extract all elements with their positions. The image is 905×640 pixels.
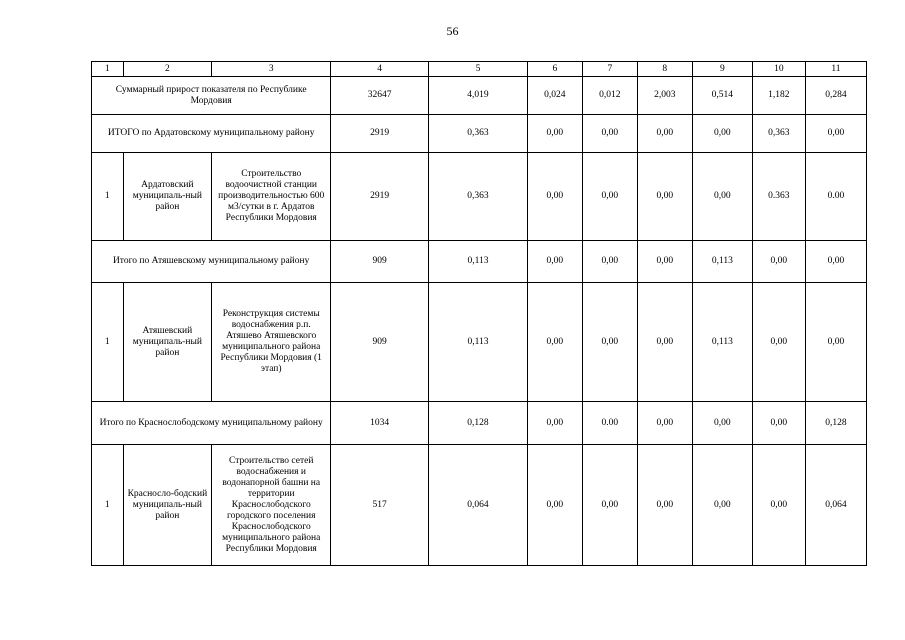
- value-cell: 0.00: [805, 153, 866, 241]
- value-cell: 0,00: [752, 283, 805, 402]
- value-cell: 0,00: [637, 241, 692, 283]
- value-cell: 2919: [331, 153, 429, 241]
- subtotal-label: ИТОГО по Ардатовскому муниципальному району: [92, 115, 331, 153]
- column-header: 3: [212, 62, 331, 77]
- district-name: Ардатовский муниципаль-ный район: [123, 153, 212, 241]
- value-cell: 0,00: [582, 241, 637, 283]
- value-cell: 0,00: [805, 241, 866, 283]
- value-cell: 0,128: [429, 402, 528, 445]
- project-description: Строительство сетей водоснабжения и водонапорной башни на территории Краснослободского городского поселения Краснослободского муниципального района Республики Мордовия: [212, 445, 331, 566]
- value-cell: 0,00: [527, 241, 582, 283]
- value-cell: 0,00: [582, 445, 637, 566]
- value-cell: 0,064: [429, 445, 528, 566]
- value-cell: 0,00: [805, 115, 866, 153]
- value-cell: 0,00: [692, 445, 752, 566]
- value-cell: 0,064: [805, 445, 866, 566]
- value-cell: 0,113: [692, 283, 752, 402]
- value-cell: 0,024: [527, 77, 582, 115]
- column-header: 8: [637, 62, 692, 77]
- value-cell: 0,012: [582, 77, 637, 115]
- project-description: Реконструкция системы водоснабжения р.п. Атяшево Атяшевского муниципального района Республики Мордовия (1 этап): [212, 283, 331, 402]
- column-header: 2: [123, 62, 212, 77]
- item-row: [92, 283, 867, 402]
- data-table: [91, 61, 867, 566]
- value-cell: 0,363: [429, 115, 528, 153]
- value-cell: 0,113: [429, 283, 528, 402]
- value-cell: 2919: [331, 115, 429, 153]
- value-cell: 517: [331, 445, 429, 566]
- subtotal-row: [92, 115, 867, 153]
- value-cell: 0,00: [637, 153, 692, 241]
- value-cell: 1034: [331, 402, 429, 445]
- value-cell: 0,00: [527, 283, 582, 402]
- item-row: [92, 445, 867, 566]
- value-cell: 0,363: [752, 115, 805, 153]
- value-cell: 0,00: [692, 153, 752, 241]
- value-cell: 1,182: [752, 77, 805, 115]
- value-cell: 0,284: [805, 77, 866, 115]
- page-number: 56: [446, 24, 459, 38]
- value-cell: 0,00: [692, 115, 752, 153]
- total-row: [92, 77, 867, 115]
- district-name: Красносло-бодский муниципаль-ный район: [123, 445, 212, 566]
- value-cell: 0,113: [429, 241, 528, 283]
- column-header: 4: [331, 62, 429, 77]
- value-cell: 0,514: [692, 77, 752, 115]
- column-header: 1: [92, 62, 124, 77]
- project-description: Строительство водоочистной станции производительностью 600 м3/сутки в г. Ардатов Республики Мордовия: [212, 153, 331, 241]
- value-cell: 0,00: [752, 445, 805, 566]
- value-cell: 0,00: [582, 115, 637, 153]
- table-header-row: [92, 62, 867, 77]
- value-cell: 0.00: [582, 402, 637, 445]
- column-header: 11: [805, 62, 866, 77]
- district-name: Атяшевский муниципаль-ный район: [123, 283, 212, 402]
- value-cell: 909: [331, 241, 429, 283]
- value-cell: 0,00: [752, 241, 805, 283]
- value-cell: 0,00: [637, 445, 692, 566]
- total-label: Суммарный прирост показателя по Республике Мордовия: [92, 77, 331, 115]
- value-cell: 909: [331, 283, 429, 402]
- value-cell: 0,00: [527, 153, 582, 241]
- column-header: 5: [429, 62, 528, 77]
- value-cell: 32647: [331, 77, 429, 115]
- value-cell: 0,00: [805, 283, 866, 402]
- item-number: 1: [92, 445, 124, 566]
- value-cell: 0,00: [527, 402, 582, 445]
- value-cell: 0,00: [637, 402, 692, 445]
- value-cell: 2,003: [637, 77, 692, 115]
- value-cell: 0,00: [637, 115, 692, 153]
- subtotal-label: Итого по Атяшевскому муниципальному району: [92, 241, 331, 283]
- value-cell: 0,00: [637, 283, 692, 402]
- subtotal-row: [92, 241, 867, 283]
- item-number: 1: [92, 153, 124, 241]
- value-cell: 0,00: [527, 115, 582, 153]
- value-cell: 0,128: [805, 402, 866, 445]
- value-cell: 4,019: [429, 77, 528, 115]
- value-cell: 0,00: [527, 445, 582, 566]
- value-cell: 0,113: [692, 241, 752, 283]
- value-cell: 0,00: [582, 153, 637, 241]
- subtotal-label: Итого по Краснослободскому муниципальному району: [92, 402, 331, 445]
- item-number: 1: [92, 283, 124, 402]
- value-cell: 0,00: [752, 402, 805, 445]
- value-cell: 0,00: [582, 283, 637, 402]
- subtotal-row: [92, 402, 867, 445]
- column-header: 10: [752, 62, 805, 77]
- value-cell: 0.363: [752, 153, 805, 241]
- value-cell: 0,00: [692, 402, 752, 445]
- column-header: 9: [692, 62, 752, 77]
- column-header: 7: [582, 62, 637, 77]
- column-header: 6: [527, 62, 582, 77]
- item-row: [92, 153, 867, 241]
- value-cell: 0,363: [429, 153, 528, 241]
